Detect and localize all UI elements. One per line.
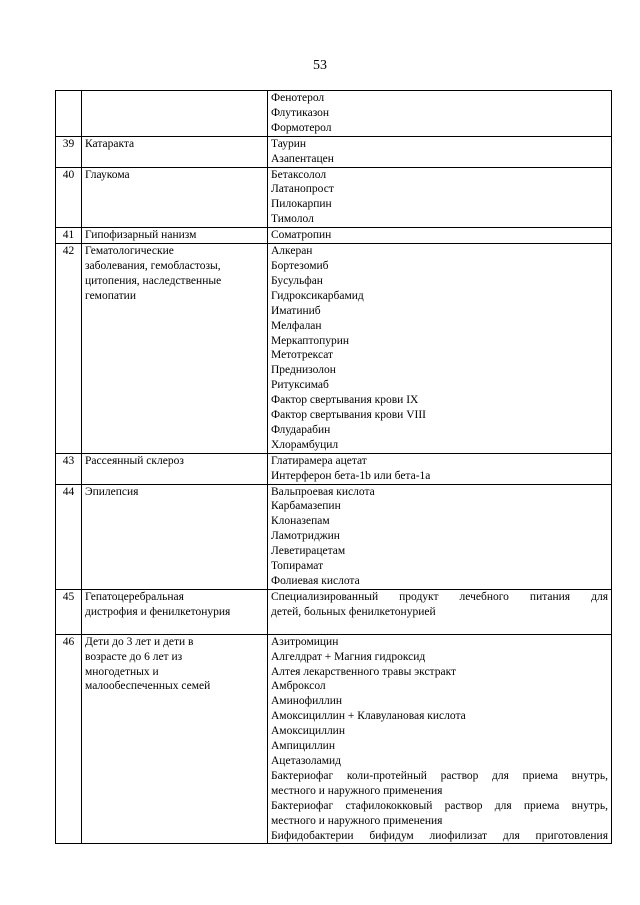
row-number	[56, 91, 82, 137]
drug-item: Тимолол	[271, 213, 314, 226]
row-number: 40	[56, 167, 82, 228]
table-row	[56, 136, 612, 167]
drug-item: Бусульфан	[271, 274, 323, 287]
drug-item: Хлорамбуцил	[271, 438, 339, 451]
disease-line: Дети до 3 лет и дети в	[85, 635, 194, 648]
drug-item: Иматиниб	[271, 304, 321, 317]
row-number: 39	[56, 136, 82, 167]
disease-line: Рассеянный склероз	[85, 454, 184, 467]
drug-item: Метотрексат	[271, 349, 334, 362]
drug-item: Бортезомиб	[271, 259, 329, 272]
table-row	[56, 634, 612, 844]
row-number: 46	[56, 634, 82, 844]
drugs-cell	[268, 589, 612, 634]
drug-item: местного и наружного применения	[271, 814, 443, 827]
table-row	[56, 589, 612, 634]
drug-item: Меркаптопурин	[271, 334, 350, 347]
drug-item: Фолиевая кислота	[271, 575, 360, 587]
drug-item: Глатирамера ацетат	[271, 454, 367, 467]
drug-item: Таурин	[271, 137, 307, 150]
row-number: 41	[56, 228, 82, 244]
disease-cell	[82, 136, 268, 167]
disease-line: дистрофия и фенилкетонурия	[85, 605, 231, 618]
drug-item: Аминофиллин	[271, 695, 343, 708]
drug-item: Ритуксимаб	[271, 379, 329, 392]
drug-item: Фактор свертывания крови VIII	[271, 409, 426, 422]
disease-line: малообеспеченных семей	[85, 680, 211, 693]
disease-line: гемопатии	[85, 289, 136, 302]
drug-item: Вальпроевая кислота	[271, 485, 375, 498]
drug-item: Карбамазепин	[271, 500, 341, 513]
disease-line: Глаукома	[85, 168, 130, 181]
drug-item: Амоксициллин	[271, 725, 345, 738]
disease-cell	[82, 244, 268, 454]
disease-line: возрасте до 6 лет из	[85, 650, 183, 663]
drug-item: Флутиказон	[271, 106, 330, 119]
drug-item: Соматропин	[271, 229, 332, 242]
drug-item: Алкеран	[271, 245, 313, 258]
drug-item: Алгелдрат + Магния гидроксид	[271, 650, 426, 663]
drug-item: Топирамат	[271, 560, 324, 573]
table-row	[56, 91, 612, 137]
drugs-cell	[268, 484, 612, 589]
disease-cell	[82, 589, 268, 634]
table-row	[56, 167, 612, 228]
disease-line: Катаракта	[85, 137, 135, 150]
drugs-cell	[268, 244, 612, 454]
drug-item: Ламотриджин	[271, 530, 340, 543]
drug-item: местного и наружного применения	[271, 784, 443, 797]
drug-item: Амброксол	[271, 680, 326, 693]
drug-item: Бетаксолол	[271, 168, 327, 181]
drug-item: Алтея лекарственного травы экстракт	[271, 665, 457, 678]
drug-item: Клоназепам	[271, 515, 330, 528]
disease-cell	[82, 453, 268, 484]
drug-item: Пилокарпин	[271, 198, 332, 211]
disease-line: Гематологические	[85, 245, 174, 258]
drug-item: Леветирацетам	[271, 545, 346, 558]
table-row	[56, 453, 612, 484]
drug-item: Ампициллин	[271, 740, 335, 753]
drug-item: Азитромицин	[271, 635, 339, 648]
disease-line: заболевания, гемобластозы,	[85, 259, 221, 272]
disease-line: Гипофизарный нанизм	[85, 229, 197, 242]
drug-item: Мелфалан	[271, 319, 322, 332]
page-number: 53	[313, 58, 327, 73]
drug-item: Бактериофаг стафилококковый раствор для приема внутрь,	[271, 799, 608, 812]
disease-line: цитопения, наследственные	[85, 274, 222, 287]
drugs-cell	[268, 453, 612, 484]
drug-item: Флударабин	[271, 423, 331, 436]
drug-item: Бактериофаг коли-протейный раствор для приема внутрь,	[271, 769, 608, 782]
disease-line: Гепатоцеребральная	[85, 590, 184, 603]
row-number: 43	[56, 453, 82, 484]
drugs-cell	[268, 634, 612, 844]
disease-line: Эпилепсия	[85, 485, 139, 498]
disease-cell	[82, 91, 268, 137]
disease-cell	[82, 228, 268, 244]
disease-cell	[82, 484, 268, 589]
disease-cell	[82, 167, 268, 228]
drugs-cell	[268, 167, 612, 228]
drug-item: Латанопрост	[271, 183, 334, 196]
drug-item: Гидроксикарбамид	[271, 289, 364, 302]
drug-item: Формотерол	[271, 121, 332, 134]
drug-item: Ацетазоламид	[271, 754, 342, 767]
disease-cell	[82, 634, 268, 844]
drug-table	[55, 90, 612, 844]
table-row	[56, 484, 612, 589]
drug-item: Специализированный продукт лечебного питания для	[271, 590, 608, 603]
drugs-cell	[268, 136, 612, 167]
row-number: 45	[56, 589, 82, 634]
drug-item: Бифидобактерии бифидум лиофилизат для приготовления	[271, 829, 608, 842]
drugs-cell	[268, 91, 612, 137]
drug-item: Фенотерол	[271, 92, 325, 104]
row-number: 42	[56, 244, 82, 454]
table-row	[56, 228, 612, 244]
row-number: 44	[56, 484, 82, 589]
table-row	[56, 244, 612, 454]
drugs-cell	[268, 228, 612, 244]
drug-item: детей, больных фенилкетонурией	[271, 605, 436, 618]
drug-item: Азапентацен	[271, 152, 334, 165]
drug-item: Фактор свертывания крови IX	[271, 394, 419, 407]
drug-item: Преднизолон	[271, 364, 336, 377]
drug-item: Амоксициллин + Клавулановая кислота	[271, 710, 466, 723]
drug-item: Интерферон бета-1b или бета-1a	[271, 469, 431, 482]
disease-line: многодетных и	[85, 665, 159, 678]
